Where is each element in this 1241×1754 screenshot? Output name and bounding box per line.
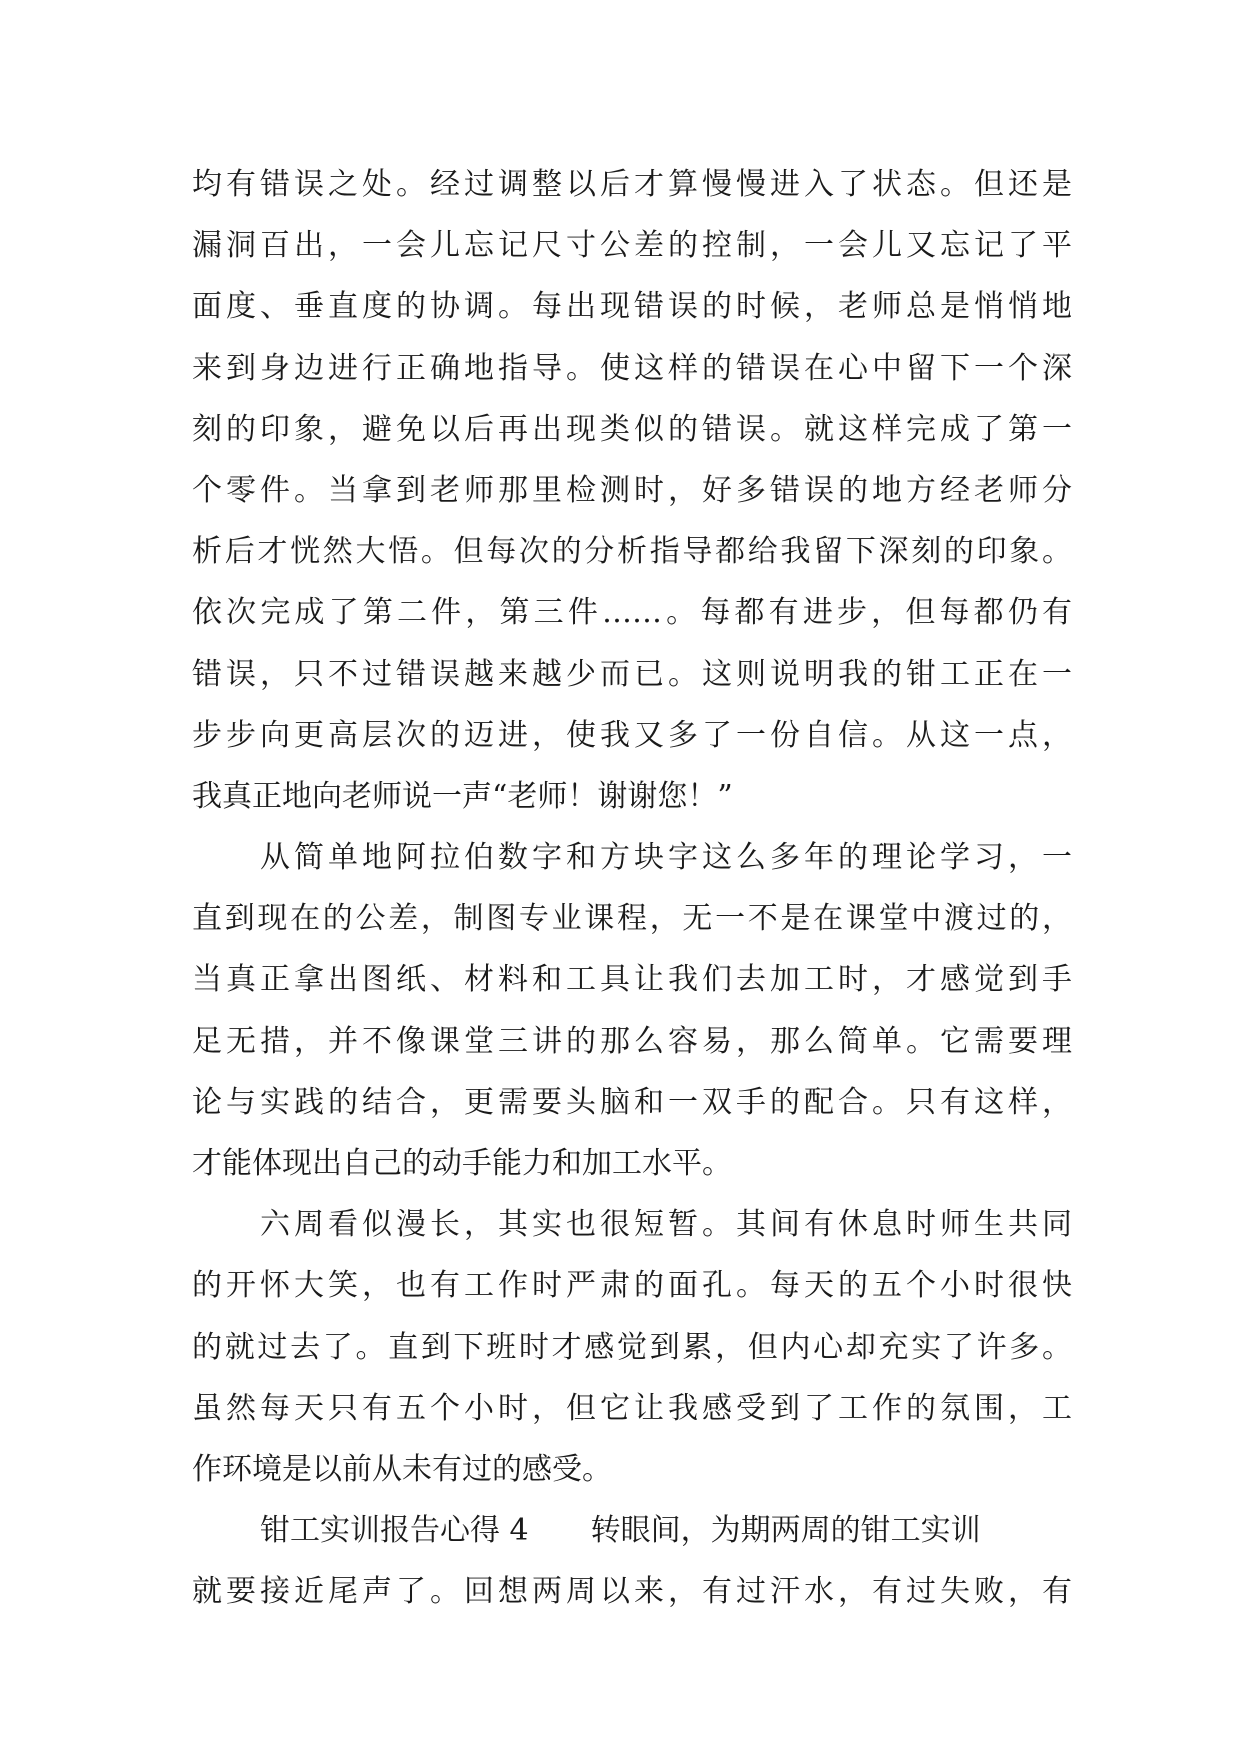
text-line: 才能体现出自己的动手能力和加工水平。 — [192, 1146, 732, 1181]
text-line: 当真正拿出图纸、材料和工具让我们去加工时，才感觉到手 — [192, 962, 1072, 998]
text-line: 虽然每天只有五个小时，但它让我感受到了工作的氛围，工 — [192, 1390, 1072, 1426]
text-line: 就要接近尾声了。回想两周以来，有过汗水，有过失败，有 — [192, 1574, 1072, 1610]
text-line: 我真正地向老师说一声“老师！谢谢您！” — [192, 778, 733, 814]
section-heading: 钳工实训报告心得 4 — [260, 1513, 529, 1549]
text-line: 漏洞百出，一会儿忘记尺寸公差的控制，一会儿又忘记了平 — [192, 228, 1072, 264]
text-line: 刻的印象，避免以后再出现类似的错误。就这样完成了第一 — [192, 411, 1072, 447]
text-line: 的开怀大笑，也有工作时严肃的面孔。每天的五个小时很快 — [192, 1268, 1072, 1304]
text-line: 面度、垂直度的协调。每出现错误的时候，老师总是悄悄地 — [192, 289, 1072, 325]
text-line: 均有错误之处。经过调整以后才算慢慢进入了状态。但还是 — [192, 167, 1072, 202]
text-line: 个零件。当拿到老师那里检测时，好多错误的地方经老师分 — [192, 472, 1072, 508]
text-line: 步步向更高层次的迈进，使我又多了一份自信。从这一点， — [192, 717, 1072, 753]
text-line: 的就过去了。直到下班时才感觉到累，但内心却充实了许多。 — [192, 1329, 1072, 1365]
section-first-sentence: 转眼间，为期两周的钳工实训 — [590, 1513, 981, 1549]
text-line: 错误，只不过错误越来越少而已。这则说明我的钳工正在一 — [192, 656, 1072, 692]
text-line: 足无措，并不像课堂三讲的那么容易，那么简单。它需要理 — [192, 1023, 1072, 1059]
text-line: 作环境是以前从未有过的感受。 — [192, 1451, 612, 1487]
body-text — [192, 154, 1072, 1623]
text-line: 来到身边进行正确地指导。使这样的错误在心中留下一个深 — [192, 350, 1072, 386]
text-line: 析后才恍然大悟。但每次的分析指导都给我留下深刻的印象。 — [192, 534, 1072, 570]
paragraph-first-line: 从简单地阿拉伯数字和方块字这么多年的理论学习，一 — [260, 840, 1072, 876]
section-heading-line — [192, 1500, 1072, 1561]
paragraph-first-line: 六周看似漫长，其实也很短暂。其间有休息时师生共同 — [260, 1207, 1072, 1243]
text-line: 论与实践的结合，更需要头脑和一双手的配合。只有这样， — [192, 1084, 1072, 1120]
text-line: 依次完成了第二件，第三件……。每都有进步，但每都仍有 — [192, 595, 1072, 631]
text-line: 直到现在的公差，制图专业课程，无一不是在课堂中渡过的， — [192, 901, 1072, 937]
